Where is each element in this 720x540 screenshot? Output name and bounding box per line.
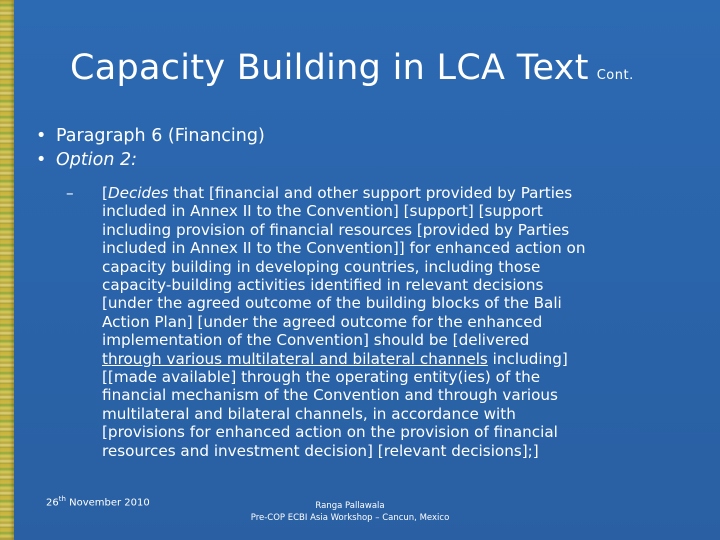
text-underlined-segment: through various multilateral and bilateral channels <box>102 349 488 368</box>
text-italic-segment: Decides <box>107 184 169 202</box>
footer-credits <box>200 500 500 524</box>
footer-presenter: Ranga Pallawala <box>315 501 385 511</box>
dash-icon: – <box>66 184 74 202</box>
bullet-list <box>36 126 265 174</box>
slide-title <box>70 48 634 88</box>
bullet-item <box>36 150 265 170</box>
sub-bullet <box>66 184 696 460</box>
text-segment: that [financial and other support provided by Parties included in Annex II to the Convention] [support] [support including provision of financial resources [provided by Parties included in Annex II to the Convention]] for enhanced action on capacity building in developing countries, including those capacity-building activities identified in relevant decisions [under the agreed outcome of the building blocks of the Bali Action Plan] [under the agreed outcome for the enhanced implementation of the Convention] should be [delivered <box>102 184 586 350</box>
footer-date-rest: November 2010 <box>65 497 150 509</box>
slide-title-text: Capacity Building in LCA Text <box>70 48 589 88</box>
slide-title-suffix: Cont. <box>596 68 634 83</box>
footer-event: Pre-COP ECBI Asia Workshop – Cancun, Mexico <box>250 513 450 523</box>
decorative-left-border <box>0 0 14 540</box>
text-segment: [ <box>102 184 108 202</box>
bullet-icon: • <box>36 126 47 146</box>
bullet-text: Option 2: <box>56 150 137 170</box>
text-segment: including] [[made available] through the operating entity(ies) of the financial mechanism of the Convention and through various multilateral and bilateral channels, in accordance with [provisions for enhanced action on the provision of financial resources and investment decision] [relevant decisions];] <box>102 349 568 460</box>
footer-date <box>46 495 150 508</box>
sub-bullet-text <box>102 184 696 460</box>
bullet-text: Paragraph 6 (Financing) <box>56 126 265 146</box>
bullet-icon: • <box>36 150 47 170</box>
bullet-item <box>36 126 265 146</box>
footer-date-suffix: th <box>58 495 66 503</box>
footer-date-day: 26 <box>46 497 59 509</box>
